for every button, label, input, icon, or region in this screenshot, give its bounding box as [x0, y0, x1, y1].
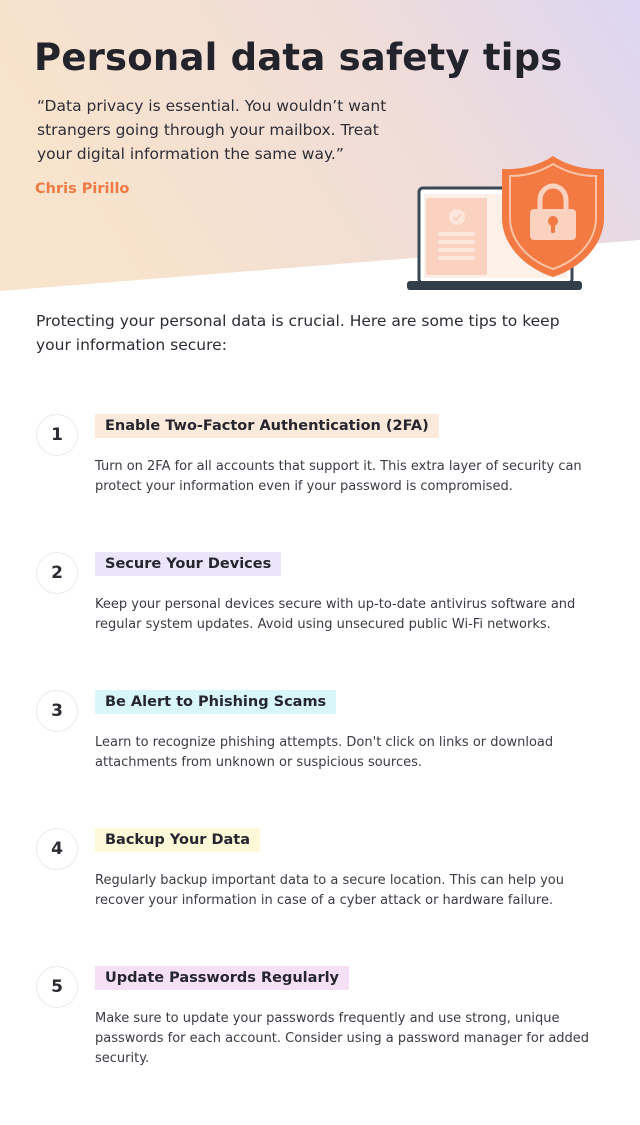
tip-item-2 — [0, 552, 640, 692]
tip-number-badge: 3 — [36, 690, 78, 732]
tip-title: Be Alert to Phishing Scams — [95, 690, 336, 714]
tip-description: Keep your personal devices secure with up-to-date antivirus software and regular system updates. Avoid using unsecured public Wi-Fi networks. — [95, 597, 576, 632]
tip-title: Secure Your Devices — [95, 552, 281, 576]
tip-item-5 — [0, 966, 640, 1106]
tip-item-3 — [0, 690, 640, 830]
page-title: Personal data safety tips — [34, 36, 563, 79]
tip-description: Regularly backup important data to a secure location. This can help you recover your information in case of a cyber attack or hardware failure. — [95, 873, 564, 908]
tip-title: Enable Two-Factor Authentication (2FA) — [95, 414, 439, 438]
tip-number-badge: 2 — [36, 552, 78, 594]
quote-author: Chris Pirillo — [35, 181, 130, 197]
tip-title: Backup Your Data — [95, 828, 260, 852]
tip-description: Make sure to update your passwords frequently and use strong, unique passwords for each account. Consider using a password manager for added security. — [95, 1011, 590, 1066]
tip-number-badge: 5 — [36, 966, 78, 1008]
tip-title: Update Passwords Regularly — [95, 966, 349, 990]
tip-description: Learn to recognize phishing attempts. Don't click on links or download attachments from unknown or suspicious sources. — [95, 735, 554, 770]
laptop-shield-illustration — [400, 150, 610, 295]
document-icon — [426, 198, 487, 275]
tip-item-1 — [0, 414, 640, 554]
tip-number-badge: 4 — [36, 828, 78, 870]
intro-text: Protecting your personal data is crucial. Here are some tips to keep your information secure: — [36, 312, 560, 354]
tip-item-4 — [0, 828, 640, 968]
tip-description: Turn on 2FA for all accounts that support it. This extra layer of security can protect your information even if your password is compromised. — [95, 459, 582, 494]
tip-number-badge: 1 — [36, 414, 78, 456]
quote-text: “Data privacy is essential. You wouldn’t want strangers going through your mailbox. Treat your digital information the same way.” — [37, 97, 387, 163]
